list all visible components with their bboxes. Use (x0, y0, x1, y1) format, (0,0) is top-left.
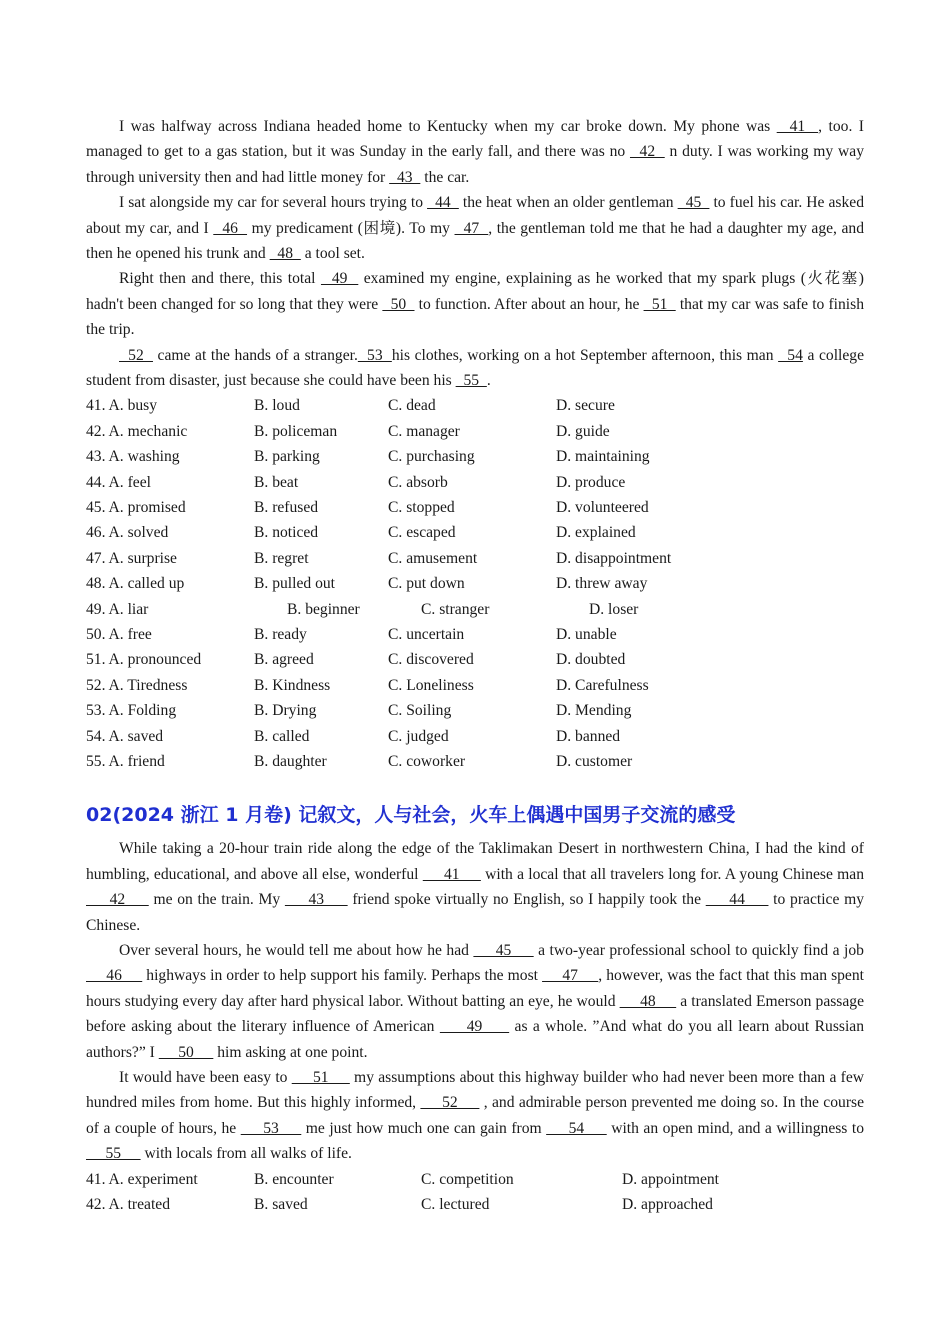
option-row (86, 495, 864, 520)
passage-text: that my car was safe to finish the trip. (86, 295, 864, 339)
option-choice: D. volunteered (556, 499, 649, 517)
option-choice: B. saved (254, 1196, 308, 1213)
option-choice: B. refused (254, 499, 319, 517)
passage-text: While taking a 20-hour train ride along the edge of the Taklimakan Desert in northwestern China, I had the kind of humbling, educational, and above all else, wonderful (86, 840, 864, 883)
document-page (86, 114, 864, 1217)
option-row (86, 393, 864, 418)
passage-text: n duty. I was working my way through university then and had little money for (86, 143, 864, 186)
answer-blank: 53 (240, 1119, 302, 1137)
paragraph (86, 266, 864, 342)
passage-text: friend spoke virtually no English, so I happily took the (347, 891, 706, 909)
option-choice: B. loud (254, 397, 300, 415)
option-row (86, 698, 864, 723)
option-row (86, 546, 864, 571)
answer-blank: 51 (291, 1068, 350, 1086)
option-choice: D. disappointment (556, 549, 672, 567)
option-row (86, 597, 864, 622)
option-choice: D. doubted (556, 651, 626, 669)
option-choice: C. lectured (421, 1196, 490, 1213)
answer-blank: 45 (473, 941, 534, 959)
option-choice: C. coworker (388, 752, 466, 770)
answer-blank: 41 (776, 118, 819, 135)
option-choice: B. beginner (287, 600, 360, 618)
passage-text: his clothes, working on a hot September afternoon, this man (391, 346, 779, 364)
passage-text: examined my engine, explaining as he worked that my spark plugs (火花塞) hadn't been changed for so long that they were (86, 270, 865, 313)
option-row (86, 724, 864, 749)
option-row (86, 444, 864, 469)
option-choice: D. maintaining (556, 448, 650, 466)
option-choice: C. absorb (388, 473, 448, 491)
option-choice: C. amusement (388, 549, 478, 567)
passage-1 (86, 114, 864, 393)
passage-text: , too. I managed to get to a gas station, but it was Sunday in the early fall, and there was no (86, 118, 865, 161)
option-row (86, 1167, 864, 1192)
passage-text: with an open mind, and a willingness to (606, 1119, 865, 1137)
option-choice: D. approached (622, 1196, 713, 1213)
option-choice: C. purchasing (388, 448, 475, 466)
passage-text: , however, was the fact that this man spent hours studying every day after hard physical labor. Without batting an eye, he would (86, 967, 864, 1010)
answer-blank: 54 (778, 346, 803, 364)
answer-blank: 48 (619, 992, 677, 1010)
option-row (86, 520, 864, 545)
option-choice: B. noticed (254, 524, 319, 542)
answer-blank: 42 (86, 891, 149, 909)
answer-blank: 44 (427, 194, 459, 212)
option-choice: B. encounter (254, 1170, 334, 1188)
passage-text: me on the train. My (148, 891, 285, 909)
option-choice: 42. A. mechanic (86, 422, 188, 440)
option-choice: B. daughter (254, 752, 327, 770)
option-choice: D. guide (556, 422, 610, 440)
option-choice: 46. A. solved (86, 524, 169, 542)
passage-text: , and admirable person prevented me doing so. In the course of a couple of hours, he (86, 1094, 865, 1137)
option-choice: D. Mending (556, 702, 632, 720)
option-choice: C. dead (388, 397, 436, 415)
answer-blank: 55 (455, 372, 487, 390)
option-choice: C. competition (421, 1170, 514, 1188)
passage-text: him asking at one point. (213, 1043, 368, 1061)
answer-blank: 52 (119, 346, 153, 364)
answer-blank: 47 (454, 219, 489, 237)
answer-blank: 49 (439, 1018, 510, 1036)
option-choice: D. banned (556, 727, 621, 745)
passage-text: the car. (420, 168, 470, 186)
passage-text: my predicament (困境). To my (247, 219, 455, 237)
passage-text: with locals from all walks of life. (140, 1145, 352, 1163)
option-choice: 45. A. promised (86, 499, 186, 517)
option-choice: C. Soiling (388, 702, 452, 720)
option-choice: B. pulled out (254, 575, 335, 593)
option-choice: 51. A. pronounced (86, 651, 202, 669)
answer-blank: 46 (86, 967, 143, 985)
answer-blank: 45 (677, 194, 710, 212)
answer-blank: 42 (629, 143, 665, 161)
option-choice: 43. A. washing (86, 448, 180, 466)
option-choice: B. policeman (254, 422, 338, 440)
answer-blank: 51 (643, 295, 676, 313)
option-choice: D. threw away (556, 575, 648, 593)
option-row (86, 470, 864, 495)
option-choice: B. beat (254, 473, 299, 491)
answer-blank: 52 (420, 1094, 480, 1112)
paragraph (86, 190, 864, 266)
option-choice: 41. A. busy (86, 397, 158, 415)
option-choice: D. Carefulness (556, 676, 649, 694)
option-choice: C. judged (388, 727, 449, 745)
passage-text: to practice my Chinese. (86, 891, 865, 934)
passage-text: Over several hours, he would tell me about how he had (119, 941, 474, 959)
passage-text: with a local that all travelers long for. A young Chinese man (480, 865, 865, 883)
answer-blank: 53 (357, 346, 392, 364)
paragraph (86, 1065, 864, 1167)
option-choice: 48. A. called up (86, 575, 185, 593)
passage-text: my assumptions about this highway builder who had never been more than a few hundred miles from home. But this highly informed, (86, 1068, 864, 1112)
option-choice: 44. A. feel (86, 473, 151, 491)
option-choice: C. discovered (388, 651, 474, 669)
option-choice: 55. A. friend (86, 752, 165, 770)
answer-blank: 44 (705, 891, 769, 909)
passage-text: as a whole. ”And what do you all learn about Russian authors?” I (86, 1018, 865, 1061)
option-choice: B. Kindness (254, 676, 331, 694)
option-row (86, 419, 864, 444)
option-row (86, 749, 864, 774)
option-choice: 49. A. liar (86, 600, 149, 618)
paragraph (86, 343, 864, 394)
passage-text: I sat alongside my car for several hours trying to (119, 194, 428, 212)
option-choice: C. manager (388, 422, 460, 440)
option-row (86, 571, 864, 596)
option-choice: D. secure (556, 397, 615, 415)
answer-blank: 46 (213, 219, 248, 237)
option-choice: C. stranger (421, 600, 490, 618)
option-choice: D. produce (556, 473, 626, 491)
paragraph (86, 114, 864, 190)
answer-blank: 41 (422, 865, 481, 883)
option-choice: 52. A. Tiredness (86, 676, 188, 694)
option-row (86, 673, 864, 698)
passage-text: a two-year professional school to quickly find a job (533, 941, 864, 959)
option-choice: 42. A. treated (86, 1196, 171, 1213)
option-choice: B. ready (254, 625, 307, 643)
passage-1-options (86, 393, 864, 774)
option-choice: C. put down (388, 575, 465, 593)
passage-text: to function. After about an hour, he (414, 295, 644, 313)
option-choice: D. unable (556, 625, 617, 643)
answer-blank: 54 (546, 1119, 607, 1137)
passage-text: a college student from disaster, just because she could have been his (86, 346, 865, 390)
passage-text: It would have been easy to (119, 1068, 292, 1086)
option-choice: C. escaped (388, 524, 456, 542)
section-spacer (86, 774, 864, 802)
option-choice: C. Loneliness (388, 676, 474, 694)
option-choice: 47. A. surprise (86, 549, 177, 567)
option-choice: 54. A. saved (86, 727, 164, 745)
passage-text: highways in order to help support his family. Perhaps the most (142, 967, 543, 985)
option-choice: D. appointment (622, 1170, 720, 1188)
option-choice: 41. A. experiment (86, 1170, 198, 1188)
section-2-title: 02(2024 浙江 1 月卷) 记叙文，人与社会，火车上偶遇中国男子交流的感受 (86, 804, 736, 827)
option-choice: 50. A. free (86, 625, 152, 643)
answer-blank: 48 (269, 245, 301, 263)
option-row (86, 622, 864, 647)
passage-text: . (486, 372, 491, 390)
passage-text: Right then and there, this total (119, 270, 321, 288)
option-choice: D. loser (589, 600, 639, 618)
answer-blank: 55 (86, 1145, 141, 1163)
option-choice: C. uncertain (388, 625, 465, 643)
answer-blank: 43 (284, 891, 348, 909)
passage-text: the heat when an older gentleman (458, 194, 678, 212)
passage-text: a translated Emerson passage before asking about the literary influence of American (86, 992, 865, 1036)
passage-text: me just how much one can gain from (301, 1119, 547, 1137)
passage-text: I was halfway across Indiana headed home to Kentucky when my car broke down. My phone was (119, 118, 777, 135)
option-choice: C. stopped (388, 499, 455, 517)
paragraph (86, 836, 864, 938)
passage-2-options (86, 1167, 864, 1218)
passage-text: , the gentleman told me that he had a daughter my age, and then he opened his trunk and (86, 219, 864, 263)
answer-blank: 49 (320, 270, 359, 288)
answer-blank: 50 (382, 295, 415, 313)
paragraph (86, 938, 864, 1065)
section-spacer (86, 828, 864, 836)
passage-2 (86, 836, 864, 1166)
option-choice: D. customer (556, 752, 633, 770)
answer-blank: 43 (389, 168, 421, 186)
passage-text: a tool set. (300, 245, 365, 263)
passage-text: came at the hands of a stranger. (152, 346, 358, 364)
option-choice: B. Drying (254, 702, 317, 720)
option-choice: D. explained (556, 524, 636, 542)
answer-blank: 47 (542, 967, 599, 985)
option-choice: B. regret (254, 549, 309, 567)
passage-text: to fuel his car. He asked about my car, and I (86, 194, 865, 237)
option-row (86, 1192, 864, 1217)
answer-blank: 50 (158, 1043, 214, 1061)
option-row (86, 647, 864, 672)
option-choice: B. called (254, 727, 310, 745)
option-choice: B. agreed (254, 651, 314, 669)
option-choice: B. parking (254, 448, 320, 466)
option-choice: 53. A. Folding (86, 702, 177, 720)
